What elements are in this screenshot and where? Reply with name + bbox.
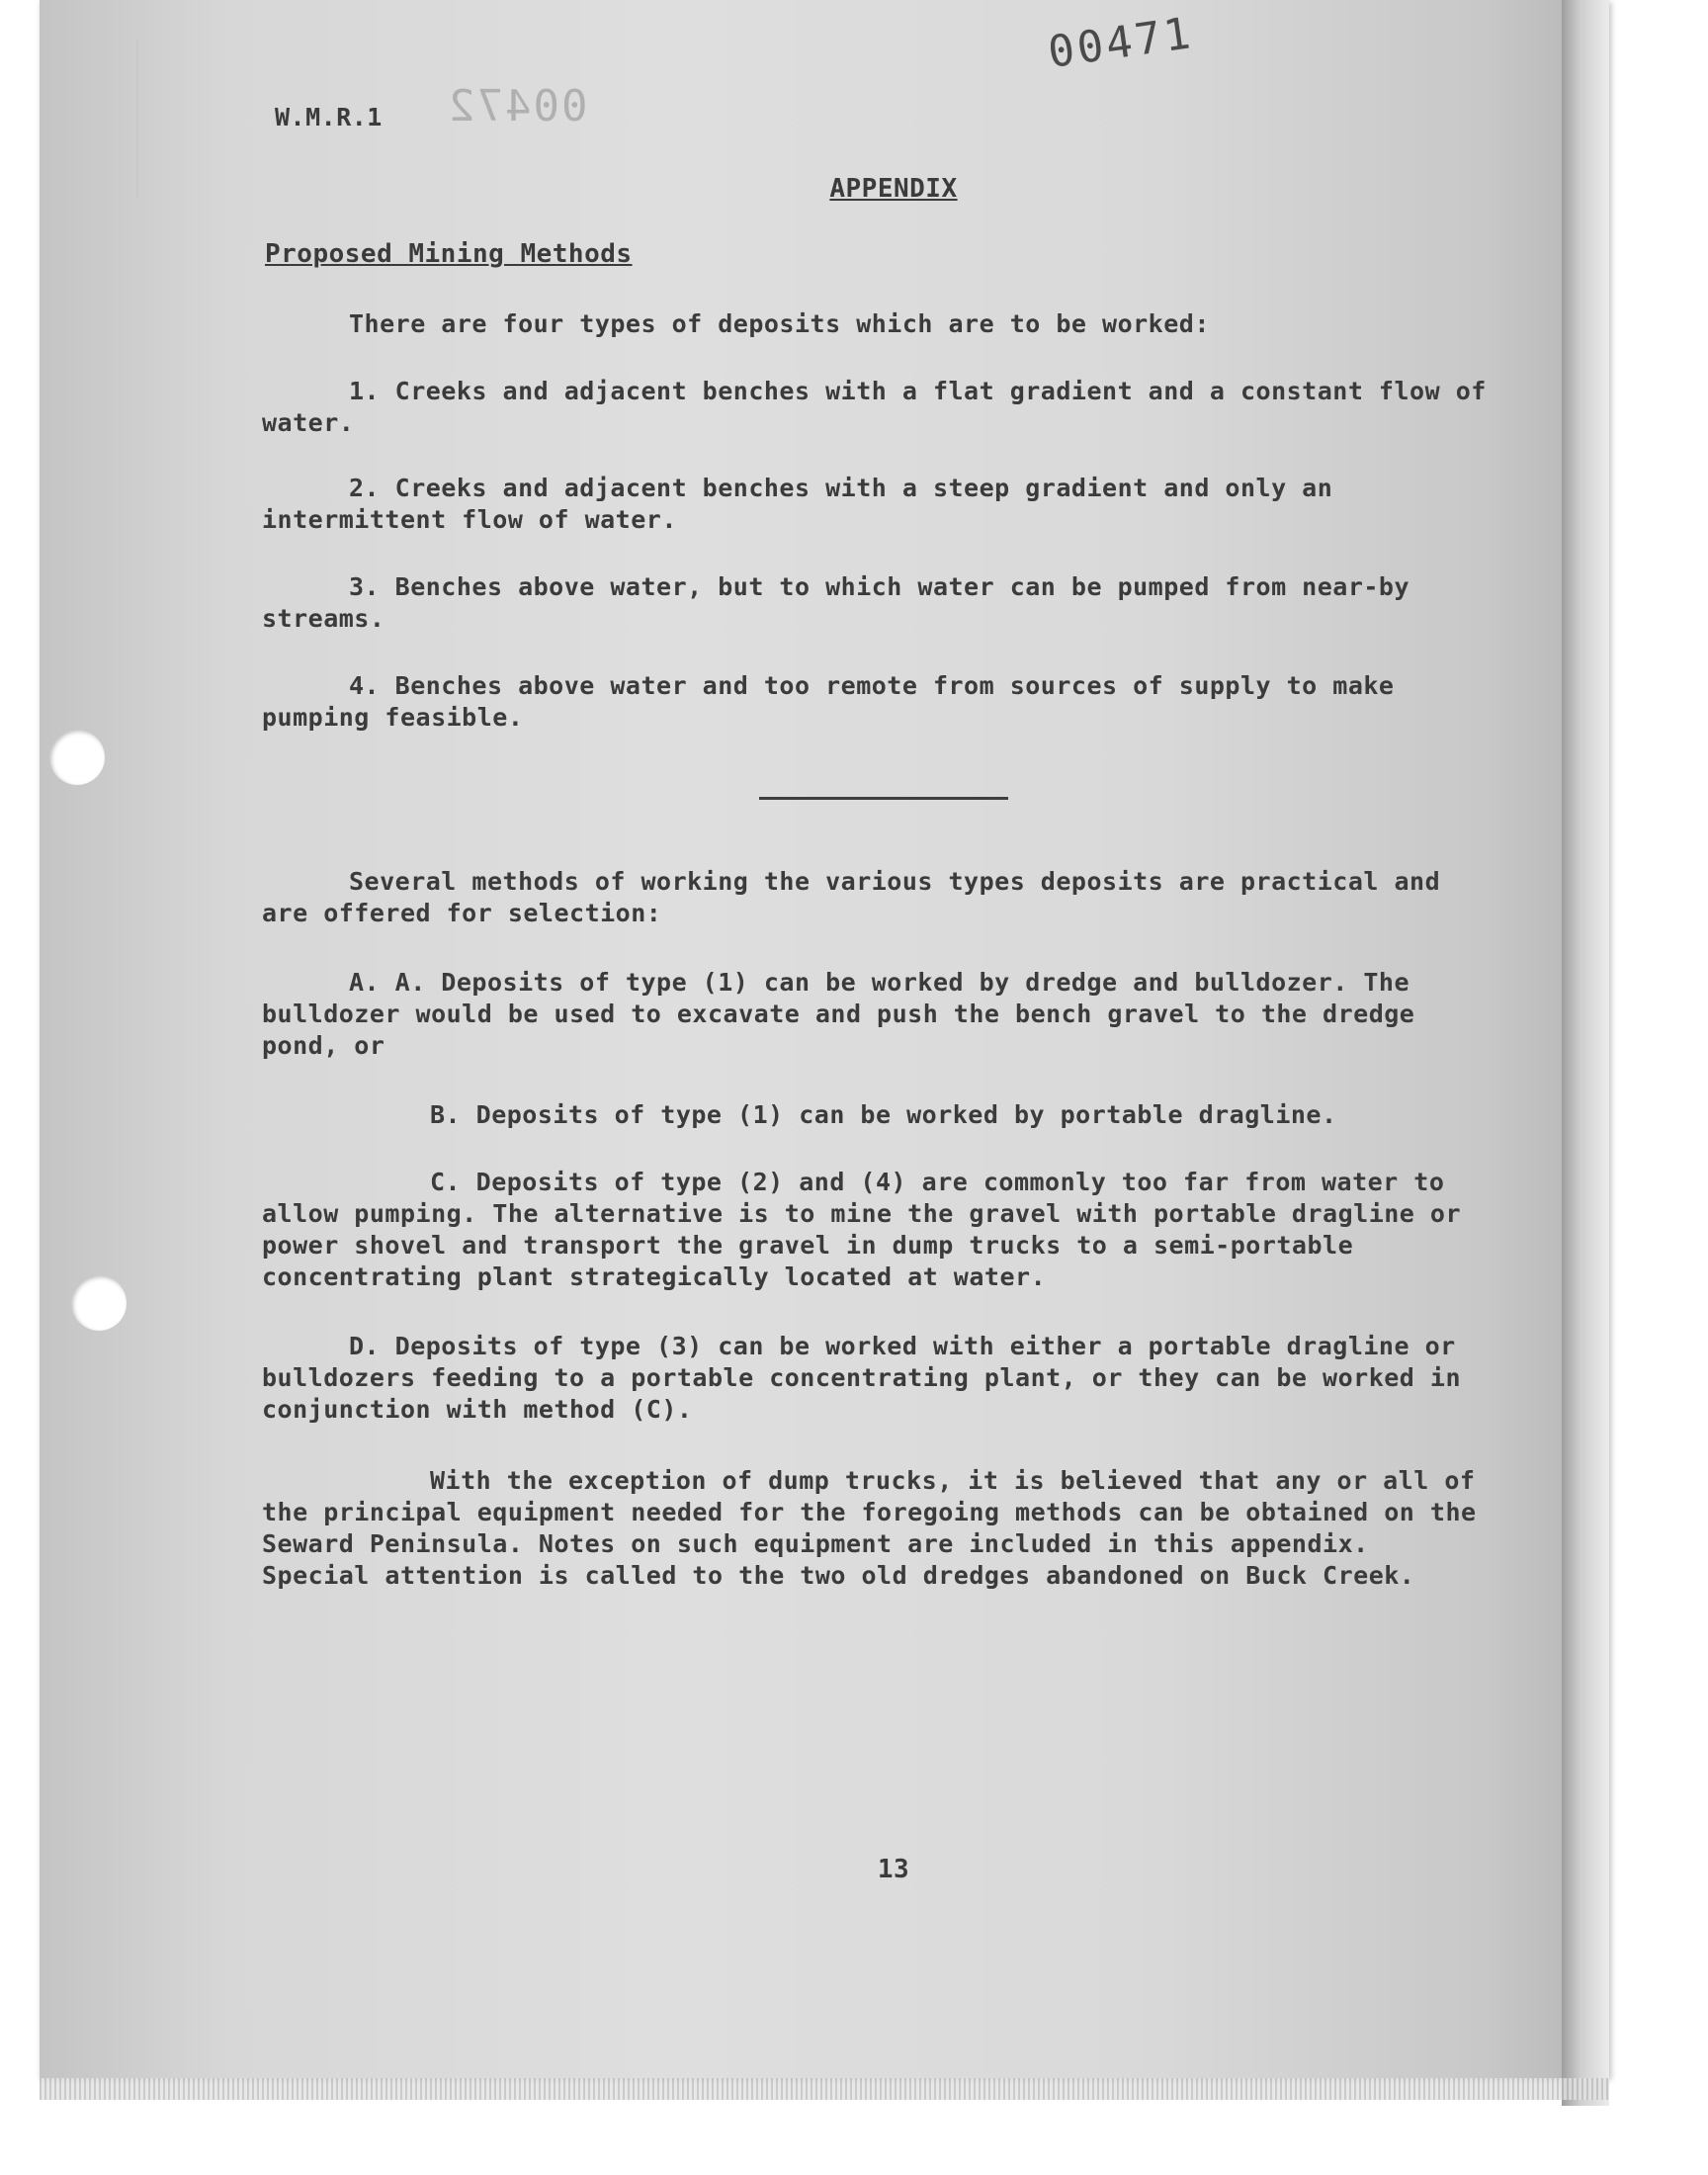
method-item: A. A. Deposits of type (1) can be worked by dredge and bulldozer. The bulldozer would be used to excavate and push the bench gravel to the dredge pond, or (262, 968, 1415, 1060)
section-divider (759, 797, 1008, 800)
method-item: C. Deposits of type (2) and (4) are commonly too far from water to allow pumping. The alternative is to mine the gravel with portable dragline or power shovel and transport the gravel in dump trucks to a semi-portable concentrating plant strategically located at water. (262, 1168, 1461, 1291)
closing-paragraph: With the exception of dump trucks, it is believed that any or all of the principal equipment needed for the foregoing methods can be obtained on the Seward Peninsula. Notes on such equipment are included in this appendix. Special attention is called to the two old dredges abandoned on Buck Creek. (262, 1466, 1477, 1590)
method-item: D. Deposits of type (3) can be worked with either a portable dragline or bulldozers feeding to a portable concentrating plant, or they can be worked in conjunction with method (C). (262, 1332, 1461, 1424)
deposit-type-item: 2. Creeks and adjacent benches with a steep gradient and only an intermittent flow of water. (262, 474, 1333, 534)
page-number: 13 (877, 1855, 910, 1884)
punch-hole (71, 1275, 127, 1331)
document-reference: W.M.R.1 (275, 103, 383, 131)
method-item: B. Deposits of type (1) can be worked by portable dragline. (430, 1100, 1337, 1129)
methods-intro-paragraph: Several methods of working the various types deposits are practical and are offered for selection: (262, 867, 1441, 927)
deposit-type-item: 4. Benches above water and too remote from sources of supply to make pumping feasible. (262, 671, 1395, 732)
section-title: Proposed Mining Methods (265, 239, 633, 269)
intro-paragraph: There are four types of deposits which are to be worked: (349, 309, 1210, 338)
deposit-type-item: 3. Benches above water, but to which water can be pumped from near-by streams. (262, 572, 1410, 633)
page-heading: APPENDIX (829, 174, 958, 204)
punch-hole (49, 730, 105, 785)
page-edge (1562, 0, 1609, 2106)
document-stamp-number: 00471 (1045, 7, 1197, 79)
stamp-bleedthrough: 00472 (447, 81, 588, 131)
scan-edge (40, 2078, 1609, 2100)
deposit-type-item: 1. Creeks and adjacent benches with a flat gradient and a constant flow of water. (262, 377, 1487, 437)
